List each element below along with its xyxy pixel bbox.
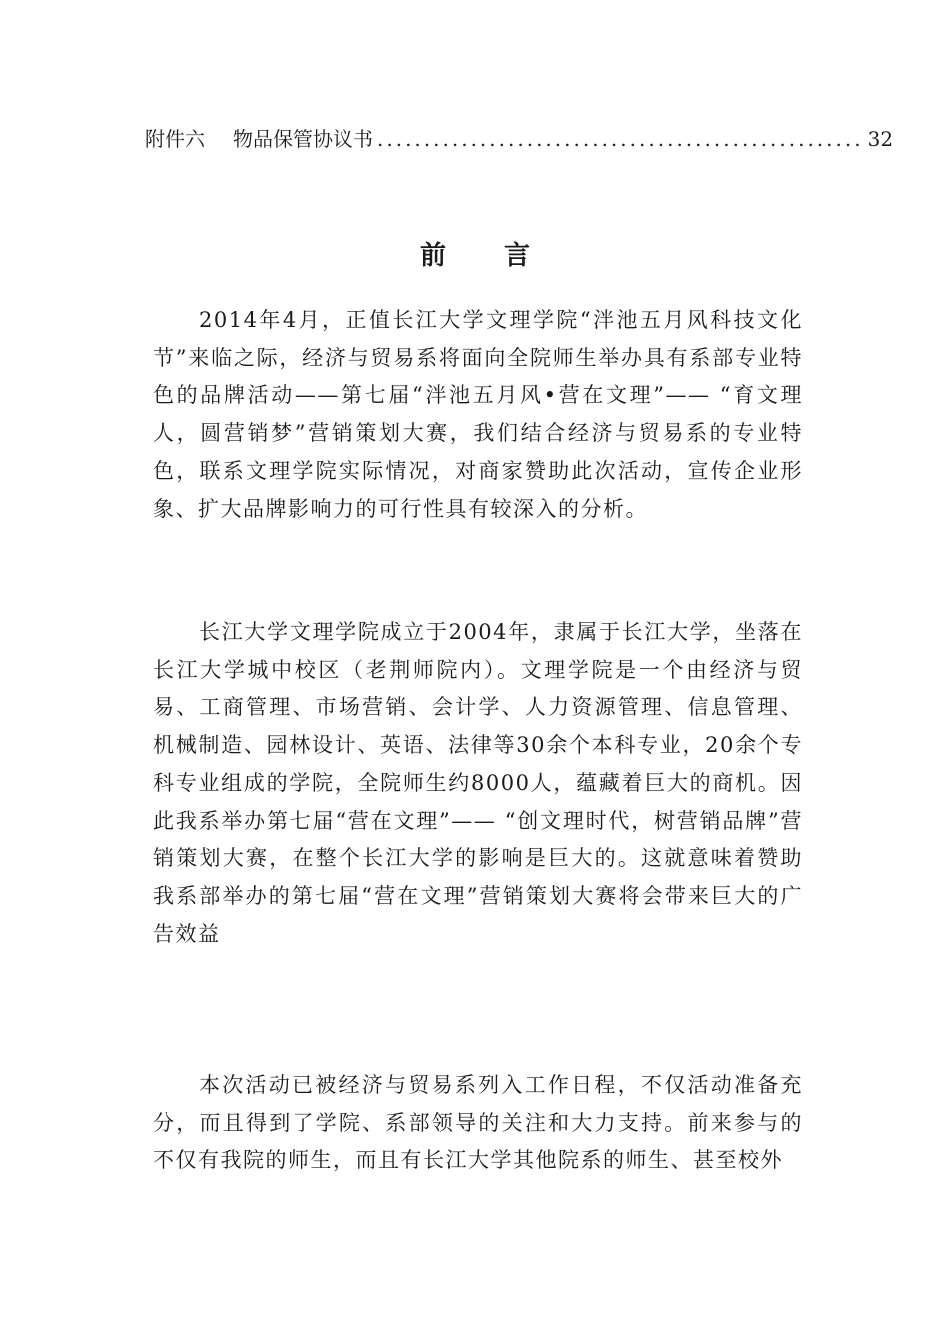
- paragraph-1: 2014年4月，正值长江大学文理学院“泮池五月风科技文化节”来临之际，经济与贸易系将面向全院师生举办具有系部专业特色的品牌活动——第七届“泮池五月风•营在文理”—— “育文理人，圆营销梦”营销策划大赛，我们结合经济与贸易系的专业特色，联系文理学院实际情况，对商家赞助此次活动，宣传企业形象、扩大品牌影响力的可行性具有较深入的分析。: [153, 308, 803, 521]
- paragraph-2: 长江大学文理学院成立于2004年，隶属于长江大学，坐落在长江大学城中校区（老荆师院内）。文理学院是一个由经济与贸易、工商管理、市场营销、会计学、人力资源管理、信息管理、机械制造、园林设计、英语、法律等30余个本科专业，20余个专科专业组成的学院，全院师生约8000人，蕴藏着巨大的商机。因此我系举办第七届“营在文理”—— “创文理时代，树营销品牌”营销策划大赛，在整个长江大学的影响是巨大的。这就意味着赞助我系部举办的第七届“营在文理”营销策划大赛将会带来巨大的广告效益: [153, 620, 803, 946]
- toc-leader-dots: ....................................................: [377, 127, 864, 151]
- toc-page-number: 32: [867, 127, 894, 151]
- paragraph-3: 本次活动已被经济与贸易系列入工作日程，不仅活动准备充分，而且得到了学院、系部领导的关注和大力支持。前来参与的不仅有我院的师生，而且有长江大学其他院系的师生、甚至校外: [153, 1073, 803, 1173]
- toc-entry[interactable]: [145, 124, 894, 154]
- toc-entry-title: 物品保管协议书: [233, 127, 373, 151]
- section-heading: 前言: [419, 241, 588, 271]
- toc-entry-label: 附件六: [145, 127, 205, 151]
